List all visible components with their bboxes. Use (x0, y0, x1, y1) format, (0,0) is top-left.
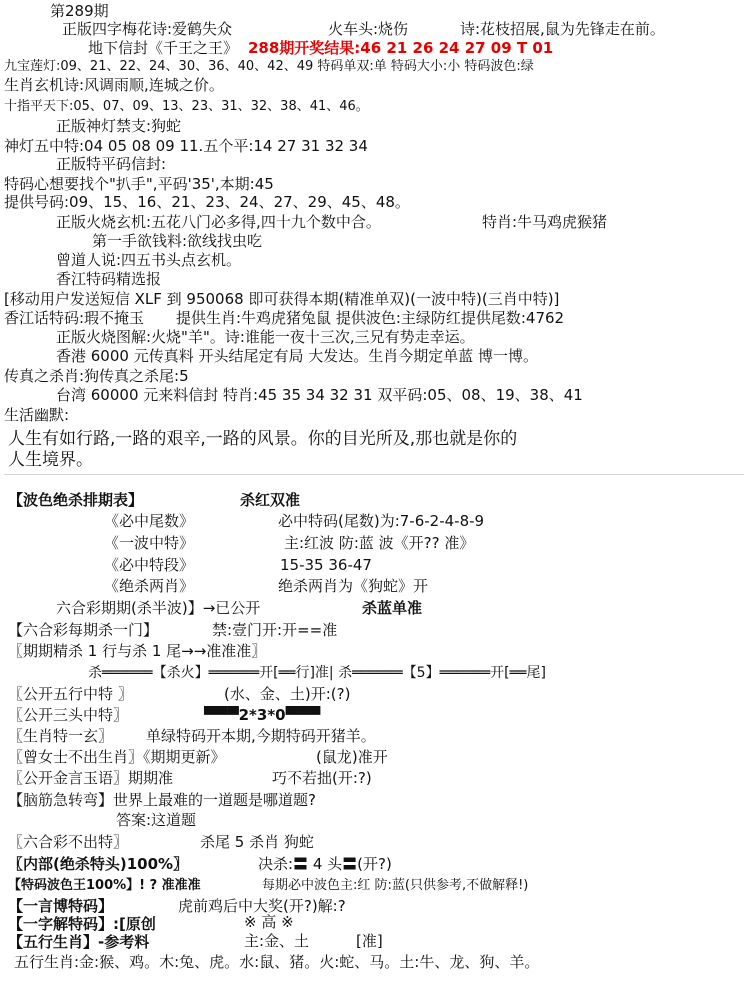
previous-results: 288期开奖结果:46 21 26 24 27 09 T 01 (248, 39, 554, 57)
brain-teaser-answer: 答案:这道题 (116, 811, 197, 829)
zeng-says: 曾道人说:四五书头点玄机。 (56, 251, 242, 269)
one-char-value: ※ 高 ※ (244, 913, 294, 931)
nine-lotus-lamp: 九宝莲灯:09、21、22、24、30、36、40、42、49 特码单双:单 特码大小:小 特码波色:绿 (4, 59, 534, 74)
ten-fingers: 十指平天下:05、07、09、13、23、31、32、38、41、46。 (4, 99, 369, 114)
lamp-ban: 正版神灯禁支:狗蛇 (56, 117, 182, 135)
special-envelope: 正版特平码信封: (56, 155, 167, 173)
must-segment-value: 15-35 36-47 (280, 556, 372, 574)
underground-envelope: 地下信封《千王之王》 (88, 39, 239, 57)
panel-title: 【波色绝杀排期表】 (8, 491, 144, 509)
must-tail-label: 《必中尾数》 (104, 512, 195, 530)
must-segment-label: 《必中特段》 (104, 556, 195, 574)
hongkong-fax: 香港 6000 元传真料 开头结尾定有局 大发达。生肖今期定单蓝 博一博。 (56, 347, 539, 365)
lamp-five: 神灯五中特:04 05 08 09 11.五个平:14 27 31 32 34 (4, 137, 368, 155)
half-wave-label: 六合彩期期(杀半波)】→已公开 (56, 599, 261, 617)
three-head-label: 〖公开三头中特〗 (8, 706, 129, 724)
five-elements-zodiac-label: 【五行生肖】-参考料 (8, 933, 150, 951)
issue-number: 第289期 (50, 2, 109, 20)
five-elements-zodiac-accurate: [准] (356, 932, 383, 950)
kill-line-tail-label: 〖期期精杀 1 行与杀 1 尾→→准准准〗 (8, 642, 267, 660)
xiangjiang-report: 香江特码精选报 (56, 270, 162, 288)
one-word-label: 【一言博特码】 (8, 897, 114, 915)
five-element-value: (水、金、土)开:(?) (224, 685, 351, 703)
life-humor-title: 生活幽默: (4, 406, 70, 424)
no-special-label: 〖六合彩不出特〗 (8, 833, 129, 851)
taiwan-envelope: 台湾 60000 元来料信封 特肖:45 35 34 32 31 双平码:05、08、19、38、41 (56, 386, 583, 404)
kill-one-gate-value: 禁:壹门开:开==准 (212, 621, 338, 639)
golden-words-value: 巧不若拙(开:?) (272, 769, 372, 787)
provided-numbers: 提供号码:09、15、16、21、23、24、27、29、45、48。 (4, 193, 410, 211)
one-char-label: 【一字解特码】:[原创 (8, 915, 156, 933)
humor-line-2: 人生境界。 (8, 450, 93, 470)
fax-kill: 传真之杀肖:狗传真之杀尾:5 (4, 367, 189, 385)
golden-words-label: 〖公开金言玉语〗期期准 (8, 769, 174, 787)
zodiac-riddle-poem: 生肖玄机诗:风调雨顺,连城之价。 (4, 76, 224, 94)
brain-teaser-question: 【脑筋急转弯】世界上最难的一道题是哪道题? (8, 791, 316, 809)
provided-zodiac: 提供生肖:牛鸡虎猪兔鼠 提供波色:主绿防红提供尾数:4762 (176, 309, 565, 327)
half-wave-value: 杀蓝单准 (362, 599, 423, 617)
wave-king-value: 每期必中波色主:红 防:蓝(只供参考,不做解释!) (262, 878, 529, 893)
first-hand: 第一手欲钱料:欲线找虫吃 (92, 232, 263, 250)
five-elements-zodiac-main: 主:金、土 (244, 932, 310, 950)
one-word-value: 虎前鸡后中大奖(开?)解:? (178, 897, 346, 915)
ms-zeng-label: 〖曾女士不出生肖〗《期期更新》 (8, 748, 226, 766)
must-tail-value: 必中特码(尾数)为:7-6-2-4-8-9 (278, 512, 485, 530)
train-head: 火车头:烧伤 (328, 20, 409, 38)
five-element-label: 〖公开五行中特 〗 (8, 685, 133, 703)
special-wish: 特码心想要找个"扒手",平码'35',本期:45 (4, 175, 274, 193)
five-elements-zodiac-list: 五行生肖:金:猴、鸡。木:兔、虎。水:鼠、猪。火:蛇、马。土:牛、龙、狗、羊。 (14, 953, 540, 971)
poem: 诗:花枝招展,鼠为先锋走在前。 (460, 20, 665, 38)
no-special-value: 杀尾 5 杀肖 狗蛇 (200, 833, 314, 851)
special-zodiac: 特肖:牛马鸡虎猴猪 (482, 213, 608, 231)
sms-notice: [移动用户发送短信 XLF 到 950068 即可获得本期(精准单双)(一波中特)(三肖中特)] (4, 290, 560, 308)
kill-bar-row: 杀══════【杀火】══════开[══行]准| 杀══════【5】══════开[══尾] (88, 665, 546, 681)
xiangjiang-talk: 香江话特码:瑕不掩玉 (4, 309, 145, 327)
fire-riddle: 正版火烧玄机:五花八门必多得,四十九个数中合。 (56, 213, 381, 231)
kill-two-value: 绝杀两肖为《狗蛇》开 (278, 577, 429, 595)
ms-zeng-value: (鼠龙)准开 (316, 748, 388, 766)
one-wave-label: 《一波中特》 (104, 534, 195, 552)
kill-two-label: 《绝杀两肖》 (104, 577, 195, 595)
kill-one-gate-label: 【六合彩每期杀一门】 (8, 621, 159, 639)
one-wave-value: 主:红波 防:蓝 波《开?? 准》 (284, 534, 475, 552)
fire-diagram: 正版火烧图解:火烧"羊"。诗:谁能一夜十三次,三兄有势走幸运。 (56, 328, 475, 346)
internal-kill-label: 〖内部(绝杀特头)100%〗 (8, 855, 189, 873)
internal-kill-value: 决杀:〓 4 头〓(开?) (258, 855, 392, 873)
wave-king-label: 【特码波色王100%】! ? 准准准 (8, 878, 201, 893)
plum-poem: 正版四字梅花诗:爱鹤失众 (62, 20, 233, 38)
zodiac-one-value: 单绿特码开本期,今期特码开猪羊。 (146, 727, 376, 745)
three-head-value: ▀▀▀2*3*0▀▀▀ (204, 706, 321, 724)
humor-line-1: 人生有如行路,一路的艰辛,一路的风景。你的目光所及,那也就是你的 (8, 429, 518, 449)
panel-title-kill-red: 杀红双准 (240, 491, 301, 509)
zodiac-one-label: 〖生肖特一玄〗 (8, 727, 114, 745)
